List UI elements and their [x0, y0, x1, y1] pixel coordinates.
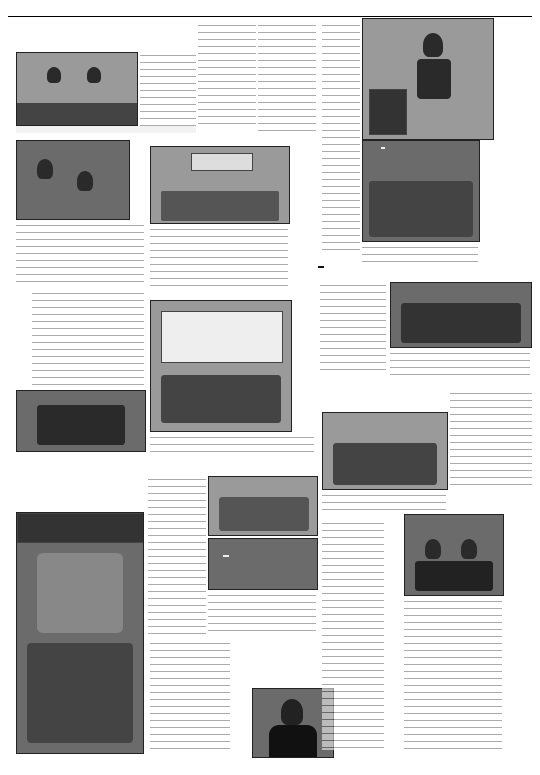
date-line — [527, 5, 532, 14]
article-1-body-2 — [198, 22, 256, 128]
article-10-photo — [16, 512, 144, 754]
article-9-photo-2 — [208, 538, 318, 590]
article-2-photo — [362, 18, 494, 140]
article-11-body — [322, 520, 384, 750]
article-2-banner — [381, 147, 385, 149]
article-1-body — [140, 52, 196, 128]
article-2-photo-2 — [362, 140, 480, 242]
article-6-title — [318, 266, 324, 268]
article-5-body — [32, 290, 144, 388]
article-3-body — [16, 222, 144, 282]
article-9-body — [148, 476, 206, 636]
page-header — [8, 4, 532, 16]
article-7-body — [150, 434, 314, 456]
article-9-photo — [208, 476, 318, 536]
article-8-body-2 — [322, 492, 446, 512]
article-13-body — [150, 640, 230, 752]
article-8-photo — [322, 412, 448, 490]
article-4-photo — [150, 146, 290, 224]
article-11-photo — [404, 514, 504, 596]
article-6-body — [320, 282, 386, 372]
article-9-body-2 — [208, 592, 316, 636]
article-6-body-2 — [390, 350, 530, 380]
article-4-body — [150, 226, 288, 286]
article-5-photo — [16, 390, 146, 452]
article-1-photo — [16, 52, 138, 126]
article-12-body — [404, 598, 502, 750]
article-5-photo-2 — [150, 300, 292, 432]
article-8-body — [450, 390, 532, 490]
article-1-body-3 — [258, 22, 316, 134]
article-2-body — [322, 22, 360, 252]
article-3-photo — [16, 140, 130, 220]
article-2-body-2 — [362, 244, 478, 268]
header-rule — [8, 16, 532, 17]
article-6-photo — [390, 282, 532, 348]
article-1-caption — [16, 126, 196, 133]
article-9-photo-banner — [223, 555, 229, 557]
